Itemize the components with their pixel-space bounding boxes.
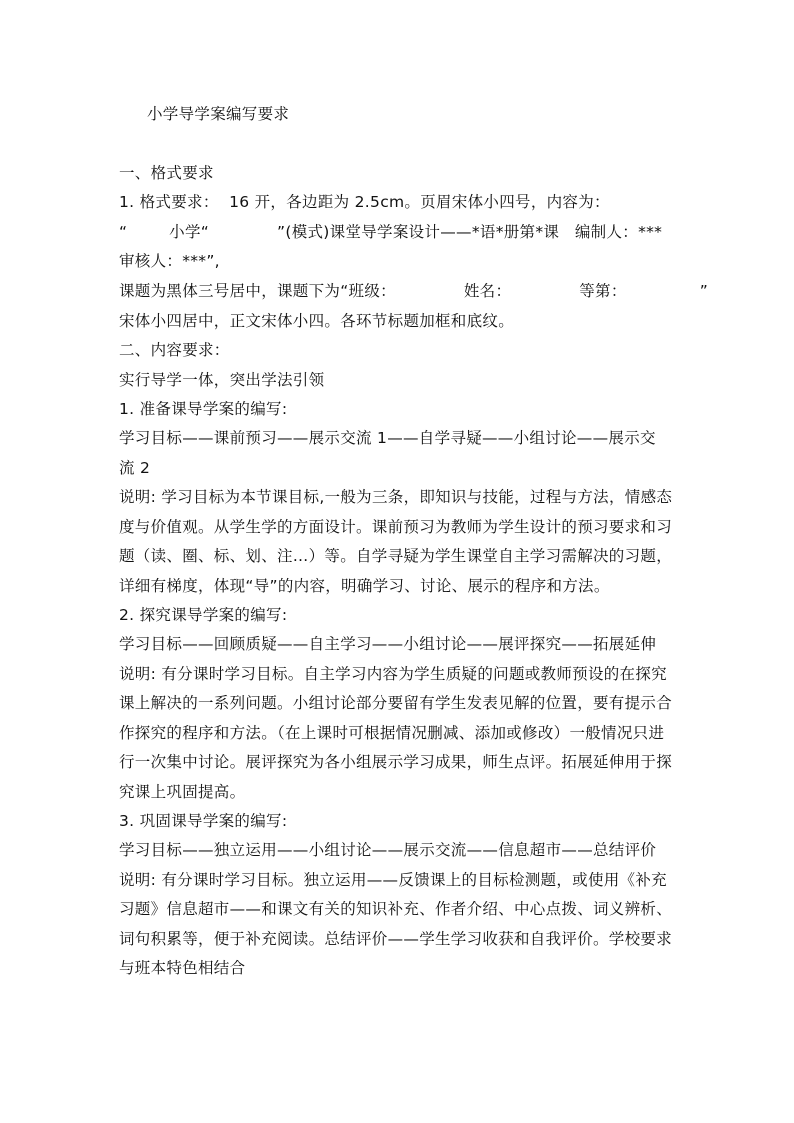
subheading-preparation-lesson: 1. 准备课导学案的编写:: [119, 400, 288, 418]
text-line: 详细有梯度，体现“导”的内容，明确学习、讨论、展示的程序和方法。: [119, 577, 610, 595]
text-line: 学习目标——回顾质疑——自主学习——小组讨论——展评探究——拓展延伸: [119, 635, 657, 653]
heading-content-requirements: 二、内容要求：: [119, 341, 230, 359]
text-line: 题（读、圈、标、划、注…）等。自学寻疑为学生课堂自主学习需解决的习题，: [119, 547, 673, 565]
document-title: 小学导学案编写要求: [147, 105, 290, 123]
text-line: 宋体小四居中，正文宋体小四。各环节标题加框和底纹。: [119, 312, 515, 330]
text-line: 说明: 学习目标为本节课目标,一般为三条，即知识与技能，过程与方法，情感态: [119, 488, 673, 506]
subheading-inquiry-lesson: 2. 探究课导学案的编写:: [119, 606, 288, 624]
heading-format-requirements: 一、格式要求: [119, 164, 214, 182]
text-line: 课上解决的一系列问题。小组讨论部分要留有学生发表见解的位置，要有提示合: [119, 694, 673, 712]
text-line: 度与价值观。从学生学的方面设计。课前预习为教师为学生设计的预习要求和习: [119, 518, 673, 536]
text-line: 词句积累等，便于补充阅读。总结评价——学生学习收获和自我评价。学校要求: [119, 930, 673, 948]
text-line: 作探究的程序和方法。（在上课时可根据情况删减、添加或修改）一般情况只进: [119, 724, 665, 742]
text-line: 审核人：***”,: [119, 252, 220, 270]
text-line: 学习目标——独立运用——小组讨论——展示交流——信息超市——总结评价: [119, 841, 657, 859]
text-line: 说明: 有分课时学习目标。独立运用——反馈课上的目标检测题，或使用《补充: [119, 871, 667, 889]
text-line: 行一次集中讨论。展评探究为各小组展示学习成果，师生点评。拓展延伸用于探: [119, 753, 673, 771]
text-line: “ 小学“ ”(模式)课堂导学案设计——*语*册第*课 编制人：***: [119, 223, 663, 241]
text-line: 与班本特色相结合: [119, 959, 246, 977]
text-line: 说明: 有分课时学习目标。自主学习内容为学生质疑的问题或教师预设的在探究: [119, 665, 667, 683]
text-line: 1. 格式要求： 16 开，各边距为 2.5cm。页眉宋体小四号，内容为：: [119, 193, 610, 211]
subheading-consolidation-lesson: 3. 巩固课导学案的编写:: [119, 812, 288, 830]
text-line: 流 2: [119, 459, 151, 477]
text-line: 究课上巩固提高。: [119, 783, 246, 801]
text-line: 习题》信息超市——和课文有关的知识补充、作者介绍、中心点拨、词义辨析、: [119, 900, 673, 918]
text-line: 课题为黑体三号居中，课题下为“班级： 姓名： 等第： ”: [119, 282, 709, 300]
text-line: 学习目标——课前预习——展示交流 1——自学寻疑——小组讨论——展示交: [119, 429, 656, 447]
text-line: 实行导学一体，突出学法引领: [119, 371, 325, 389]
